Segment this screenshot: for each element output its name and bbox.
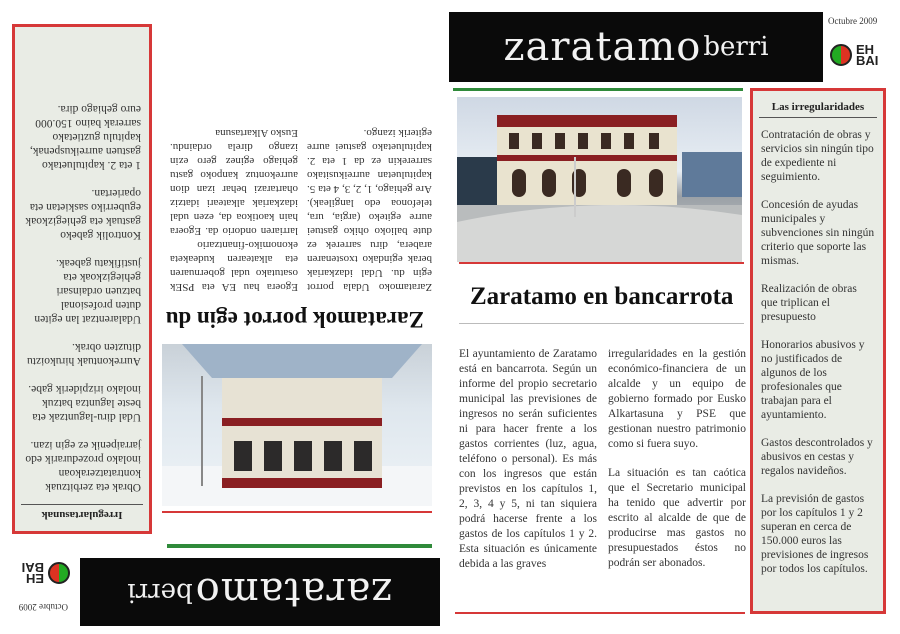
article-column-1	[459, 347, 597, 580]
masthead-title: zaratamo	[503, 24, 702, 70]
flipped-masthead	[80, 558, 440, 626]
masthead	[449, 12, 823, 82]
flipped-sidebar-title: Irregulartasunak	[21, 504, 143, 525]
sidebar-title: Las irregularidades	[759, 97, 877, 118]
flipped-logo-line2: BAI	[21, 560, 44, 575]
sidebar-item: Concesión de ayudas municipales y subvenciones sin ningún criterio que soporte las mismas.	[761, 199, 875, 267]
party-logo	[830, 44, 878, 66]
flipped-col-b-text: Egoera hau EA eta PSEk osatutako udal gobernuaren eta alkatearen kudeaketa ekonomiko-finantzario larriaren ondorio da. Egoera hain kaotikoa da, ezen udal idazkariak alkateari idatziz ohartarazi behar izan dion aurrekontuz kanpoko gastu gehiago eginez gero ezin izango direla ordaindu. Eusko Alkartasuna	[170, 127, 298, 293]
irregularities-sidebar	[750, 88, 886, 614]
article-col1-text: El ayuntamiento de Zaratamo está en bancarrota. Según un informe del propio secretario municipal las previsiones de ingresos no serán suficientes ni para hacer frente a los gastos corrientes (luz, agua, teléfono o personal). Es más con los ingresos que están previstos en los capítulos 1, 2, 3, 4 y 5, ni tan siquiera podrá hacerse frente a los gastos de los capítulos 1 y 2. Esta situación es únicamente debida a las graves	[459, 348, 597, 570]
article-col2-para2: La situación es tan caótica que el Secretario municipal ha tenido que advertir por escrito al alcalde de que de producirse mas gastos no presupuestados éstos no podrán ser abonados.	[608, 467, 746, 569]
flipped-sidebar-item: 1 eta 2. kapituluetako gastuen aurreikuspenak, kapitulu guztietako sarrerak baino 150.000 euro gehiago dira.	[29, 103, 141, 171]
article-col2-para1: irregularidades en la gestión económico-financiera de un alcalde y un equipo de gobierno formado por Eusko Alkartasuna y PSE que gestionan nuestro patrimonio como si fuera suyo.	[608, 348, 746, 450]
sidebar-item: Honorarios abusivos y no justificados de algunos de los profesionales que trabajan para el ayuntamiento.	[761, 339, 865, 421]
kiosk-photo	[162, 344, 432, 506]
flipped-party-logo	[22, 562, 70, 584]
flipped-masthead-title: zaratamo	[194, 569, 393, 615]
flipped-logo-line1: EH	[25, 571, 44, 586]
logo-icon	[830, 44, 852, 66]
divider-red-photo	[459, 262, 744, 264]
issue-date: Octubre 2009	[828, 16, 878, 26]
masthead-suffix: berri	[703, 32, 769, 62]
article-column-2	[608, 347, 746, 579]
flipped-sidebar-item: Obrak eta zerbitzuak kontratatzerakoan inolako prozedurarik edo jarraipenik ez egin izan.	[25, 439, 141, 493]
flipped-divider-red	[162, 511, 432, 513]
flipped-divider-green	[167, 544, 432, 548]
headline-rule	[459, 323, 744, 324]
flipped-sidebar	[12, 24, 152, 534]
logo-line1: EH	[856, 42, 875, 57]
flipped-sidebar-item: Kontrolik gabeko gastuak eta gehiegizkoak eguberriko saskietan eta opariertan.	[25, 187, 141, 241]
logo-line2: BAI	[856, 53, 879, 68]
flipped-logo-icon	[48, 562, 70, 584]
flipped-masthead-suffix: berri	[127, 577, 193, 607]
town-hall-photo	[457, 97, 742, 262]
main-headline: Zaratamo en bancarrota	[470, 283, 734, 310]
sidebar-item: Contratación de obras y servicios sin ningún tipo de expediente ni seguimiento.	[761, 129, 874, 183]
sidebar-item: La previsión de gastos por los capítulos 1 y 2 superan en cerca de 150.000 euros las previsiones de ingresos por todos los capítulos.	[761, 493, 869, 575]
flipped-headline: Zaratamok porrot egin du	[165, 307, 424, 332]
flipped-col-a-text: Zaratamoko Udala porrot egin du. Udal idazkariak berak egindako txostenaren arabera, diru sarrerek ez dute balioko ohiko gastuei aurre egiteko (argia, ura, telefonoa edo langileak). Are gehiago, 1, 2, 3, 4 eta 5. kapituluetan aurreikusitako sarrerekin ez da 1 eta 2. kapituluetako gastuei aurre egiterik izango.	[307, 127, 432, 293]
flipped-sidebar-item: Udalarentzat lan egiten duten profesional batzuen ordainsari gehiegizkoak eta justifikatu gabeak.	[34, 257, 141, 325]
sidebar-item: Gastos descontrolados y abusivos en cestas y regalos navideños.	[761, 437, 873, 477]
sidebar-item: Realización de obras que triplican el presupuesto	[761, 283, 857, 323]
divider-red-bottom	[455, 612, 745, 614]
flipped-column-a	[307, 118, 432, 294]
flipped-sidebar-item: Udal diru-laguntzak eta beste laguntza batzuk inolako irizpiderik gabe.	[28, 383, 141, 423]
flipped-column-b	[170, 118, 298, 294]
flipped-issue-date: Octubre 2009	[18, 602, 68, 612]
flipped-sidebar-item: Aurrekontuak hirukoiztu dituzten obrak.	[26, 341, 141, 367]
divider-green	[453, 88, 743, 91]
